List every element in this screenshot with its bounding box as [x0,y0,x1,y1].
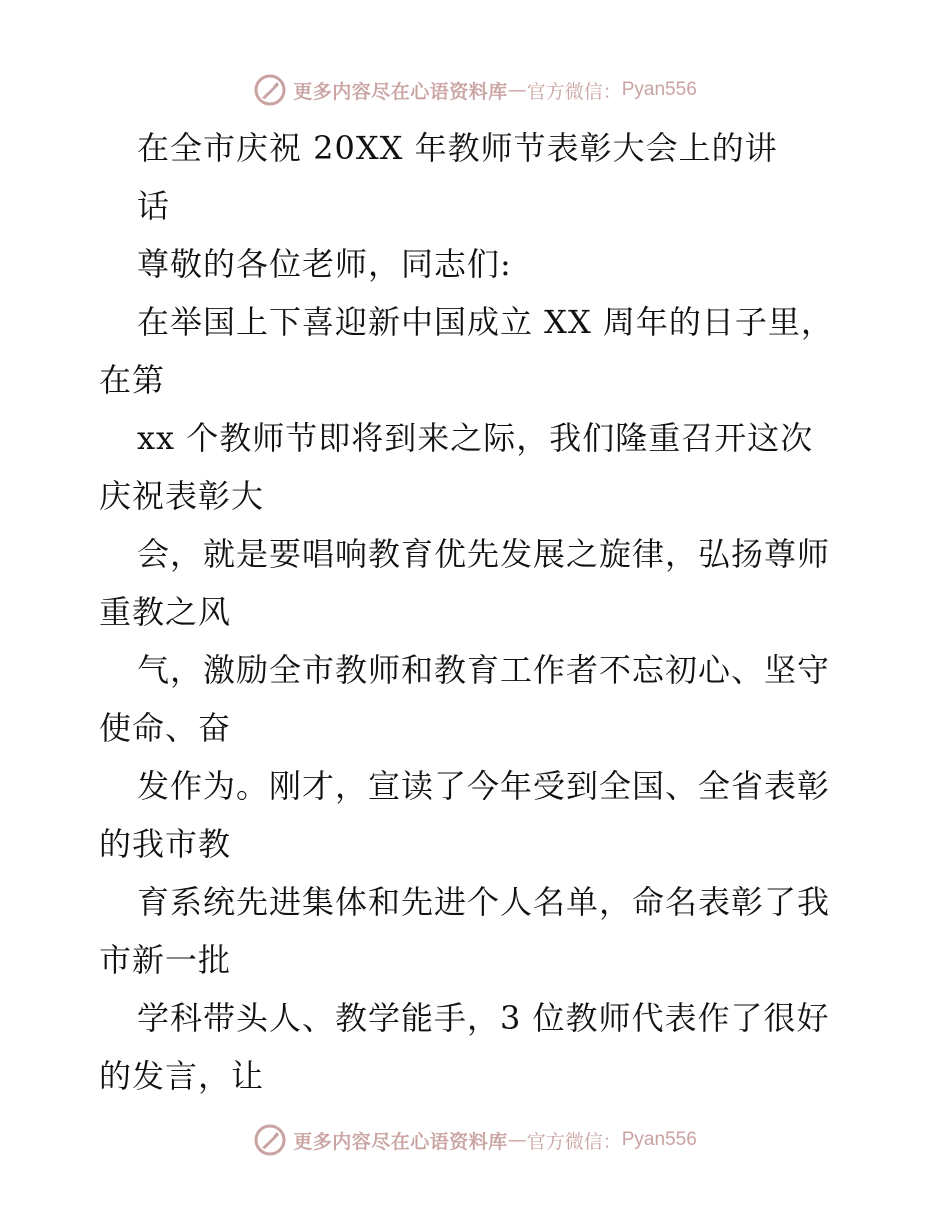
paragraph-line: 市新一批 [99,941,232,979]
banner-separator: — [507,79,527,101]
document-title-line-1: 在全市庆祝 20XX 年教师节表彰大会上的讲 [137,129,778,167]
paragraph-line: 发作为。刚才，宣读了今年受到全国、全省表彰 [137,767,831,805]
paragraph-line: 庆祝表彰大 [99,477,265,515]
banner-wechat-label: 官方微信： [526,80,622,103]
document-title-line-2: 话 [137,187,171,225]
paragraph-line: 的我市教 [99,825,232,863]
paragraph-line: 会，就是要唱响教育优先发展之旋律，弘扬尊师 [137,535,831,573]
banner-wechat-id: Pyan556 [621,1129,697,1150]
banner-separator: — [507,1129,527,1151]
paragraph-line: 在举国上下喜迎新中国成立 XX 周年的日子里， [137,303,834,341]
paragraph-line: xx 个教师节即将到来之际，我们隆重召开这次 [137,419,814,457]
footer-banner [0,1120,950,1160]
paragraph-line: 育系统先进集体和先进个人名单，命名表彰了我 [137,883,831,921]
banner-brand-text: 更多内容尽在心语资料库 [293,1130,508,1153]
paragraph-line: 气，激励全市教师和教育工作者不忘初心、坚守 [137,651,831,689]
salutation: 尊敬的各位老师，同志们: [137,245,512,283]
paragraph-line: 在第 [99,361,166,399]
paragraph-line: 使命、奋 [99,709,232,747]
paragraph-line: 学科带头人、教学能手，3 位教师代表作了很好 [137,999,830,1037]
paragraph-line: 的发言，让 [99,1057,265,1095]
feather-pen-logo-icon [253,1123,287,1157]
banner-wechat-id: Pyan556 [621,79,697,100]
banner-wechat-label: 官方微信： [526,1130,622,1153]
banner-brand-text: 更多内容尽在心语资料库 [293,80,508,103]
feather-pen-logo-icon [253,73,287,107]
header-banner [0,70,950,110]
paragraph-line: 重教之风 [99,593,232,631]
